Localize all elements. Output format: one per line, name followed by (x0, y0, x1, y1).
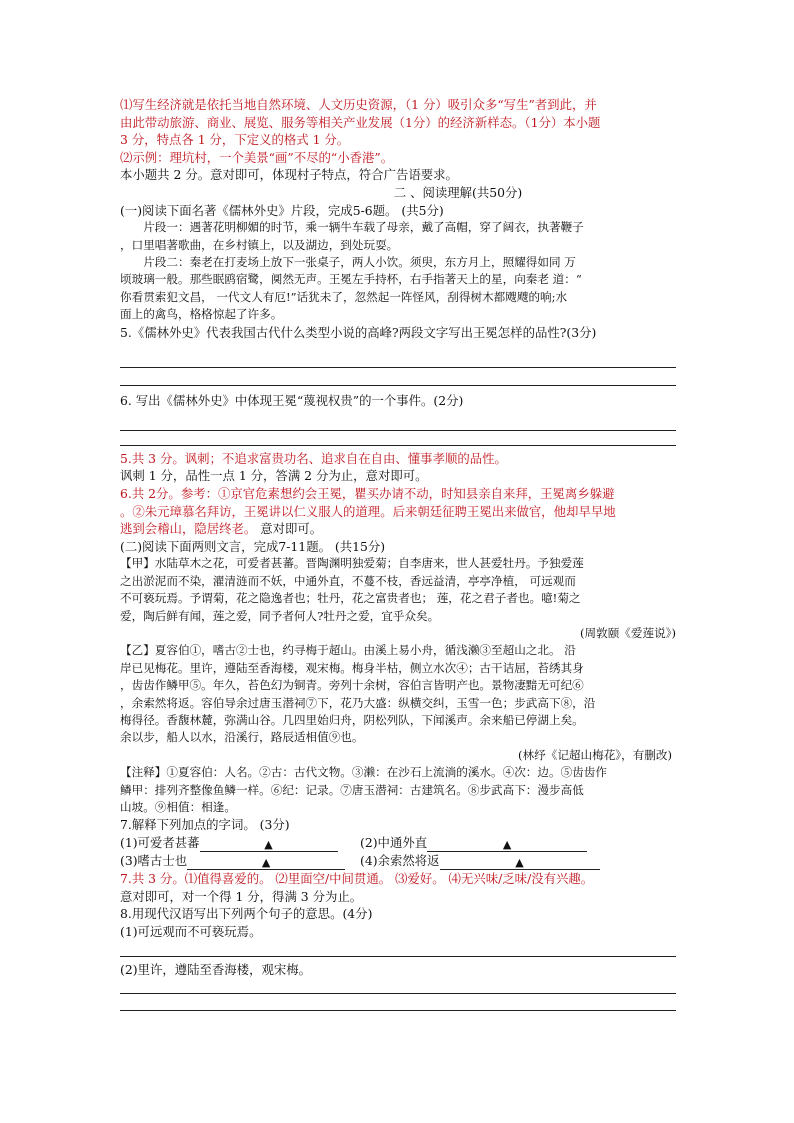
fragment-1-line-1: 片段一：遇著花明柳媚的时节，乘一辆牛车载了母亲，戴了高帽，穿了阔衣，执著鞭子 (143, 220, 584, 235)
fragment-2-line-3: 你看贯索犯文昌， 一代文人有厄!”话犹未了，忽然起一阵怪风，刮得树木都飕飕的响;水 (120, 289, 568, 304)
question-7-item-4: (4)余索然将返 ▲ (360, 852, 600, 870)
triangle-icon: ▲ (515, 856, 524, 870)
question-8-sentence-1: (1)可远观而不可亵玩焉。 (120, 923, 262, 939)
answer-line[interactable] (120, 956, 676, 957)
fragment-1-line-2: ，口里唱著歌曲，在乡村镇上，以及湖边，到处玩耍。 (120, 237, 399, 252)
question-7-heading: 7.解释下列加点的字词。 (3分) (120, 817, 290, 833)
answer-block-2 (120, 450, 676, 538)
text-jia-source: (周敦颐《爱莲说》) (580, 625, 676, 640)
answer-6-tail: 逃到会稽山，隐居终老。 (120, 521, 257, 537)
text-yi-line-4: ，余索然将返。容伯导余过唐玉潜祠⑦下，花乃大盛：纵横交纠，玉雪一色；步武高下⑧，沿 (120, 695, 596, 710)
text-jia-line-3: 不可亵玩焉。予谓菊，花之隐逸者也；牡丹，花之富贵者也； 莲，花之君子者也。噫!菊之 (120, 591, 581, 606)
fill-blank[interactable] (200, 837, 338, 852)
text-jia-line-2: 之出淤泥而不染，濯清涟而不妖，中通外直，不蔓不枝，香远益清，亭亭净植， 可远观而 (120, 573, 576, 588)
answer-q2-score: 本小题共 2 分。意对即可，体现村子特点，符合广告语要求。 (120, 167, 458, 183)
question-7-row-1 (120, 834, 676, 852)
question-7-item-1: (1)可爱者甚蕃 ▲ (120, 834, 360, 852)
answer-5: 5.共 3 分。讽刺；不追求富贵功名、追求自在自由、懂事孝顺的品性。 (120, 450, 507, 466)
answer-6-line-2: 。②朱元璋慕名拜访，王冕讲以仁义服人的道理。后来朝廷征聘王冕出来做官，他却早早地 (120, 503, 616, 519)
answer-q1-line-2: 由此带动旅游、商业、展览、服务等相关产业发展（1分）的经济新样态。（1分）本小题 (120, 114, 601, 130)
answer-6-line-3 (120, 520, 676, 538)
question-5: 5.《儒林外史》代表我国古代什么类型小说的高峰?两段文字写出王冕怎样的品性?(3分) (120, 324, 597, 340)
text-yi-source: (林纾《记超山梅花》，有删改) (518, 747, 672, 762)
triangle-icon: ▲ (264, 838, 273, 852)
question-7-row-2 (120, 852, 676, 870)
notes-line-2: 鳞甲：排列齐整像鱼鳞一样。⑥纪：记录。⑦唐玉潜祠：古建筑名。⑧步武高下：漫步高低 (120, 782, 584, 797)
question-6: 6. 写出《儒林外史》中体现王冕“蔑视权贵”的一个事件。(2分) (120, 393, 464, 409)
text-yi-line-5: 梅得径。香馥林麓，弥满山谷。几四里始归舟，阴松列队，下闻溪声。余来船已停湖上矣。 (120, 713, 584, 727)
answer-5-score: 讽刺 1 分，品性一点 1 分，答满 2 分为止，意对即可。 (120, 468, 428, 484)
triangle-icon: ▲ (502, 838, 512, 852)
triangle-icon: ▲ (261, 856, 271, 870)
notes-line-1: 【注释】①夏容伯：人名。②古：古代文物。③濑：在沙石上流淌的溪水。④次：边。⑤齿齿作 (120, 765, 607, 780)
answer-q1-line-1: ⑴写生经济就是依托当地自然环境、人文历史资源，（1 分）吸引众多“写生”者到此，并 (120, 97, 597, 112)
question-8-heading: 8.用现代汉语写出下列两个句子的意思。(4分) (120, 906, 373, 922)
part2-heading: (二)阅读下面两则文言，完成7-11题。 (共15分) (120, 538, 386, 554)
question-8-sentence-2: (2)里许，遵陆至香海楼，观宋梅。 (120, 962, 312, 978)
fragment-2-line-1: 片段二：秦老在打麦场上放下一张桌子，两人小饮。须臾，东方月上，照耀得如同 万 (143, 254, 576, 269)
answer-7: 7.共 3 分。⑴值得喜爱的。 ⑵里面空/中间贯通。 ⑶爱好。 ⑷无兴味/乏味/没有兴趣。 (120, 871, 594, 887)
section-title: 二 、阅读理解(共50分) (393, 184, 523, 200)
fragment-2-line-2: 顷玻璃一般。那些眠鸥宿鹭，阒然无声。王冕左手持杯，右手指著天上的星，向秦老 道：“ (120, 272, 582, 287)
answer-6-line-1: 6.共 2分。参考：①京官危素想约会王冕，瞿买办请不动，时知县亲自来拜，王冕离乡躲避 (120, 485, 615, 501)
text-yi-line-6: 余以步，船人以水，沿溪行，路辰适相值⑨也。 (120, 730, 364, 745)
exam-page (120, 96, 676, 1011)
text-jia-line-4: 爱，陶后鲜有闻，莲之爱，同予者何人?牡丹之爱，宜乎众矣。 (120, 608, 440, 623)
answer-block-1 (120, 96, 676, 184)
text-jia-line-1: 【甲】水陆草木之花，可爱者甚蕃。晋陶渊明独爱菊；自李唐来，世人甚爱牡丹。予独爱莲 (120, 556, 584, 571)
text-yi-line-2: 岸已见梅花。里许，遵陆至香海楼，观宋梅。梅身半枯，侧立水次④；古干诘屈，苔绣其身 (120, 660, 584, 675)
text-yi-line-1: 【乙】夏容伯①，嗜古②士也，约寻梅于超山。由溪上易小舟，循浅濑③至超山之北。 沿 (120, 643, 576, 658)
answer-6-note: 意对即可。 (256, 521, 323, 537)
fragment-2-line-4: 面上的禽鸟，格格惊起了许多。 (120, 307, 283, 322)
answer-line[interactable] (120, 1010, 676, 1011)
answer-q1-line-3: 3 分，特点各 1 分，下定义的格式 1 分。 (120, 132, 350, 148)
fill-blank[interactable] (427, 837, 587, 852)
question-7-item-3: (3)嗜古士也 ▲ (120, 852, 360, 870)
question-7-item-2: (2)中通外直 ▲ (360, 834, 587, 852)
part1-heading: (一)阅读下面名著《儒林外史》片段，完成5-6题。 (共5分) (120, 202, 444, 218)
answer-q2-example: ⑵示例：理坑村，一个美景“画”不尽的“小香港”。 (120, 149, 394, 165)
fill-blank[interactable] (187, 855, 345, 870)
notes-line-3: 山坡。⑨相值：相逢。 (120, 800, 236, 815)
fill-blank[interactable] (440, 855, 600, 870)
text-yi-line-3: ，齿齿作鳞甲⑤。年久，苔色幻为铜青。旁列十余树，容伯言皆明产也。景物凄黯无可纪⑥ (120, 678, 584, 693)
answer-7-score: 意对即可，对一个得 1 分，得满 3 分为止。 (120, 888, 363, 904)
